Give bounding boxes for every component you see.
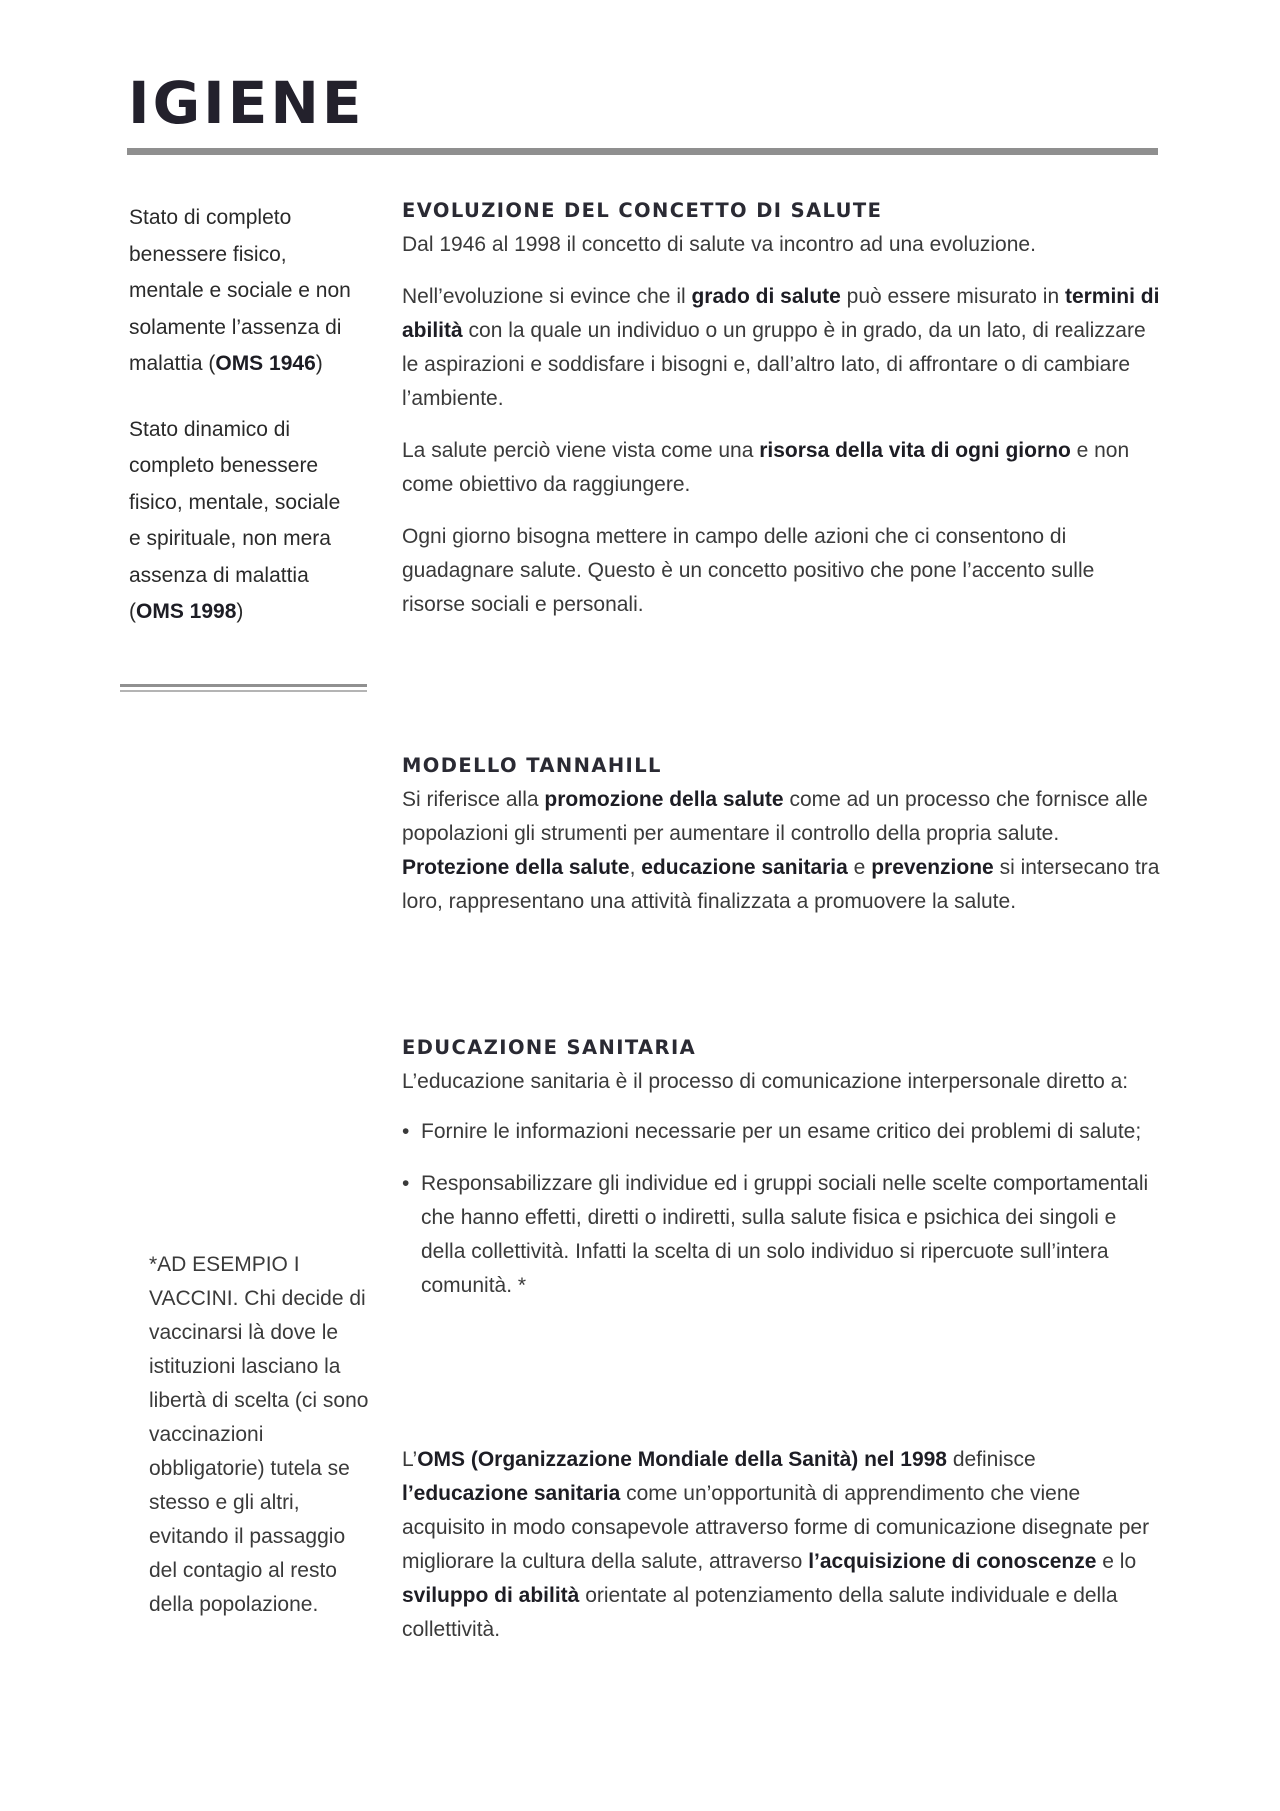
definition-1998: Stato dinamico di completo benessere fisico, mentale, sociale e spirituale, non mera assenza di malattia (OMS 1998) (129, 417, 341, 623)
paragraph: Dal 1946 al 1998 il concetto di salute va incontro ad una evoluzione. (402, 233, 1036, 256)
paragraph: Ogni giorno bisogna mettere in campo delle azioni che ci consentono di guadagnare salute. Questo è un concetto positivo che pone l’accento sulle risorse sociali e personali. (402, 525, 1095, 616)
section-educazione (402, 1031, 1162, 1303)
side-note-vaccini: *AD ESEMPIO I VACCINI. Chi decide di vaccinarsi là dove le istituzioni lasciano la libertà di scelta (ci sono vaccinazioni obbligatorie) tutela se stesso e gli altri, evitando il passaggio del contagio al resto della popolazione. (149, 1253, 369, 1616)
paragraph: Nell’evoluzione si evince che il grado di salute può essere misurato in termini di abilità con la quale un individuo o un gruppo è in grado, da un lato, di realizzare le aspirazioni e soddisfare i bisogni e, dall’altro lato, di affrontare o di cambiare l’ambiente. (402, 285, 1160, 410)
source-oms-1998: OMS 1998 (136, 600, 237, 623)
definition-1946: Stato di completo benessere fisico, mentale e sociale e non solamente l’assenza di malattia (OMS 1946) (129, 206, 351, 375)
section-heading: EDUCAZIONE SANITARIA (402, 1036, 697, 1059)
sidebar-divider (120, 684, 367, 692)
paragraph: L’educazione sanitaria è il processo di comunicazione interpersonale diretto a: (402, 1070, 1129, 1093)
list-item: • Fornire le informazioni necessarie per un esame critico dei problemi di salute; (402, 1115, 1162, 1149)
source-oms-1946: OMS 1946 (215, 352, 316, 375)
section-tannahill (402, 749, 1162, 919)
sidebar-definitions (129, 200, 354, 631)
title-divider (127, 148, 1158, 155)
list-item: • Responsabilizzare gli individue ed i gruppi sociali nelle scelte comportamentali che hanno effetti, diretti o indiretti, sulla salute fisica e psichica dei singoli e della collettività. Infatti la scelta di un solo individuo si ripercuote sull’intera comunità. * (402, 1167, 1162, 1303)
paragraph: L’OMS (Organizzazione Mondiale della Sanità) nel 1998 definisce l’educazione sanitaria come un’opportunità di apprendimento che viene acquisito in modo consapevole attraverso forme di comunicazione disegnate per migliorare la cultura della salute, attraverso l’acquisizione di conoscenze e lo sviluppo di abilità orientate al potenziamento della salute individuale e della collettività. (402, 1448, 1150, 1641)
bullet-list (402, 1115, 1162, 1303)
page-title: IGIENE (128, 69, 365, 137)
paragraph: La salute perciò viene vista come una risorsa della vita di ogni giorno e non come obiettivo da raggiungere. (402, 439, 1130, 496)
section-heading: MODELLO TANNAHILL (402, 754, 662, 777)
paragraph: Si riferisce alla promozione della salute come ad un processo che fornisce alle popolazioni gli strumenti per aumentare il controllo della propria salute. Protezione della salute, educazione sanitaria e prevenzione si intersecano tra loro, rappresentano una attività finalizzata a promuovere la salute. (402, 788, 1160, 913)
section-oms-definition (402, 1443, 1162, 1647)
section-evoluzione (402, 194, 1162, 622)
section-heading: EVOLUZIONE DEL CONCETTO DI SALUTE (402, 199, 883, 222)
